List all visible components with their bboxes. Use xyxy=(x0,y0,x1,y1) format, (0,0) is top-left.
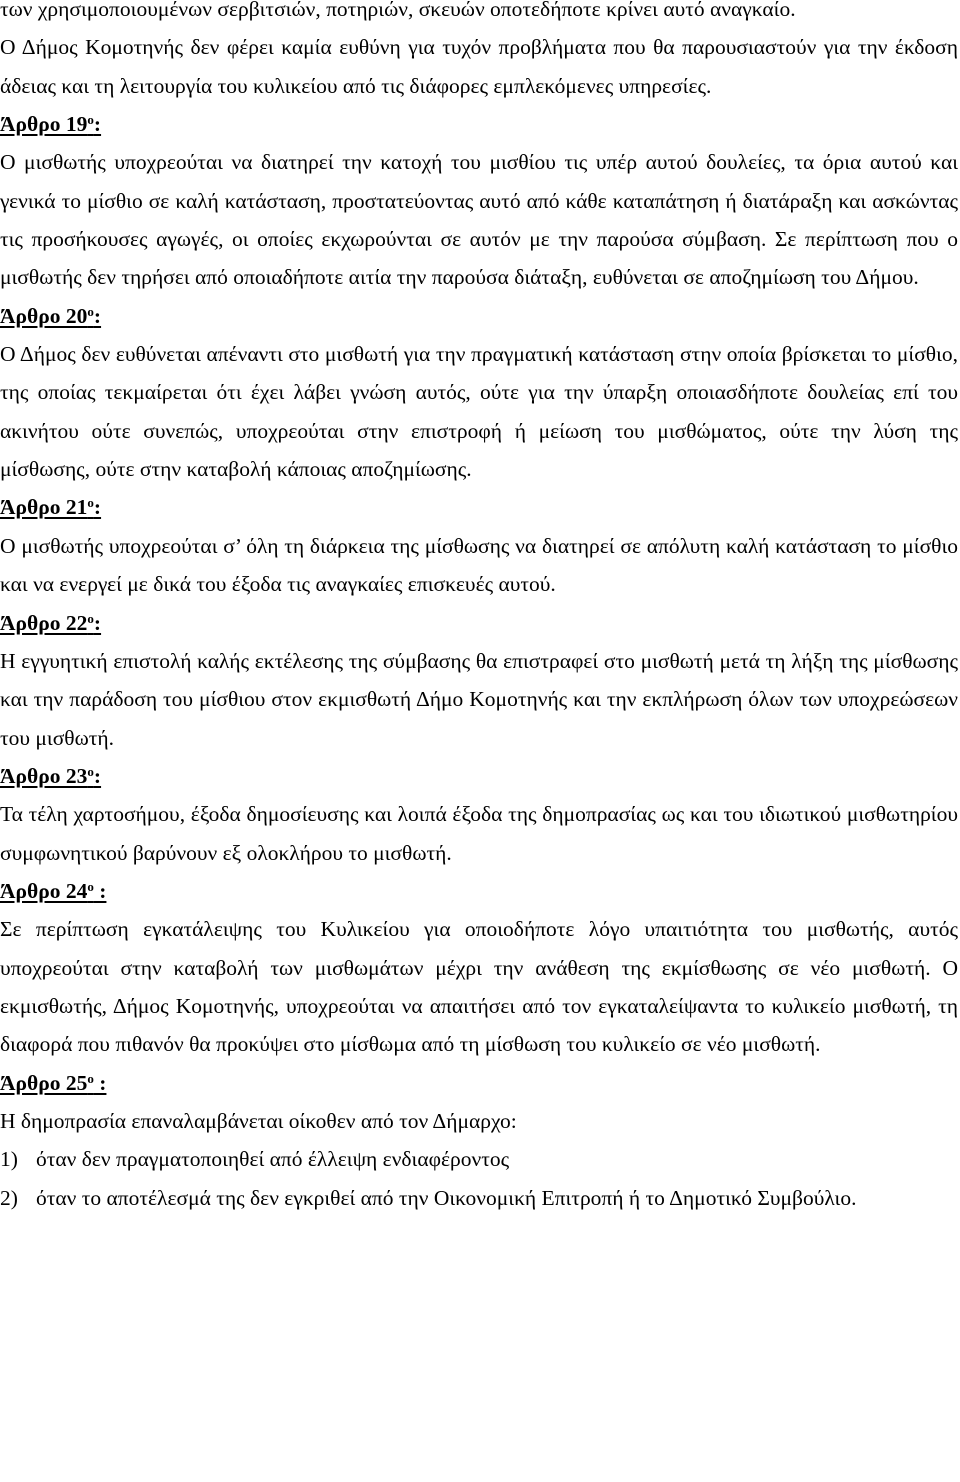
article-25 xyxy=(0,1064,958,1217)
article-heading: Άρθρο $25^o$ : xyxy=(0,1070,107,1095)
article-text: Σε περίπτωση εγκατάλειψης του Κυλικείου για οποιοδήποτε λόγο υπαιτιότητα του μισθωτής, αυτός υποχρεούται στην καταβολή των μισθωμάτων μέχρι την ανάθεση της εκμίσθωσης σε νέο μισθωτή. Ο εκμισθωτής, Δήμος Κομοτηνής, υποχρεούται να απαιτήσει από τον εγκαταλείψαντα το κυλικείο μισθωτή, τη διαφορά που πιθανόν θα προκύψει στο μίσθωμα από τη μίσθωση του κυλικείο σε νέο μισθωτή. xyxy=(0,917,958,1057)
article-text: Η εγγυητική επιστολή καλής εκτέλεσης της σύμβασης θα επιστραφεί στο μισθωτή μετά τη λήξη της μίσθωσης και την παράδοση του μίσθιου στον εκμισθωτή Δήμο Κομοτηνής και την εκπλήρωση όλων των υποχρεώσεων του μισθωτή. xyxy=(0,648,958,750)
article-24 xyxy=(0,872,958,1064)
list-item-number: 2) xyxy=(0,1185,18,1210)
article-text: Ο Δήμος δεν ευθύνεται απέναντι στο μισθωτή για την πραγματική κατάσταση στην οποία βρίσκεται το μίσθιο, της οποίας τεκμαίρεται ότι έχει λάβει γνώση αυτός, ούτε για την ύπαρξη οποιασδήποτε δουλείας επί του ακινήτου ούτε συνεπώς, υποχρεούται στην επιστροφή ή μείωση του μισθώματος, ούτε την λύση της μίσθωσης, ούτε στην καταβολή κάποιας αποζημίωσης. xyxy=(0,342,958,482)
article-text: Ο μισθωτής υποχρεούται σ’ όλη τη διάρκεια της μίσθωσης να διατηρεί σε απόλυτη καλή κατάσταση το μίσθιο και να ενεργεί με δικά του έξοδα τις αναγκαίες επισκευές αυτού. xyxy=(0,533,958,597)
article-20 xyxy=(0,297,958,489)
list-item-text: όταν δεν πραγματοποιηθεί από έλλειψη ενδιαφέροντος xyxy=(36,1147,510,1172)
article-heading: Άρθρο $24^o$ : xyxy=(0,878,107,903)
article-heading: Άρθρο $20^o$: xyxy=(0,303,102,328)
article-19 xyxy=(0,105,958,297)
article-text: Η δημοπρασία επαναλαμβάνεται οίκοθεν από τον Δήμαρχο: xyxy=(0,1108,517,1133)
article-heading: Άρθρο $22^o$: xyxy=(0,610,102,635)
article-22 xyxy=(0,604,958,757)
article-heading: Άρθρο $23^o$: xyxy=(0,763,102,788)
article-heading: Άρθρο $19^o$: xyxy=(0,112,102,137)
list-item-text: όταν το αποτέλεσμά της δεν εγκριθεί από την Οικονομική Επιτροπή ή το Δημοτικό Συμβούλιο. xyxy=(36,1185,857,1210)
article-heading: Άρθρο $21^o$: xyxy=(0,495,102,520)
list-item xyxy=(0,1179,958,1217)
intro-paragraph-1: των χρησιμοποιουμένων σερβιτσιών, ποτηριών, σκευών οποτεδήποτε κρίνει αυτό αναγκαίο. xyxy=(0,0,796,21)
article-21 xyxy=(0,488,958,603)
list-item-number: 1) xyxy=(0,1147,18,1172)
article-text: Ο μισθωτής υποχρεούται να διατηρεί την κατοχή του μισθίου τις υπέρ αυτού δουλείες, τα όρια αυτού και γενικά το μίσθιο σε καλή κατάσταση, προστατεύοντας αυτό από κάθε καταπάτηση ή διατάραξη και ασκώντας τις προσήκουσες αγωγές, οι οποίες εκχωρούνται σε αυτόν με την παρούσα σύμβαση. Σε περίπτωση που ο μισθωτής δεν τηρήσει από οποιαδήποτε αιτία την παρούσα διάταξη, ευθύνεται σε αποζημίωση του Δήμου. xyxy=(0,150,958,290)
list-item xyxy=(0,1140,958,1178)
intro-paragraph-2: Ο Δήμος Κομοτηνής δεν φέρει καμία ευθύνη για τυχόν προβλήματα που θα παρουσιαστούν για την έκδοση άδειας και τη λειτουργία του κυλικείου από τις διάφορες εμπλεκόμενες υπηρεσίες. xyxy=(0,35,958,98)
article-text: Τα τέλη χαρτοσήμου, έξοδα δημοσίευσης και λοιπά έξοδα της δημοπρασίας ως και του ιδιωτικού μισθωτηρίου συμφωνητικού βαρύνουν εξ ολοκλήρου το μισθωτή. xyxy=(0,802,958,865)
article-23 xyxy=(0,757,958,872)
